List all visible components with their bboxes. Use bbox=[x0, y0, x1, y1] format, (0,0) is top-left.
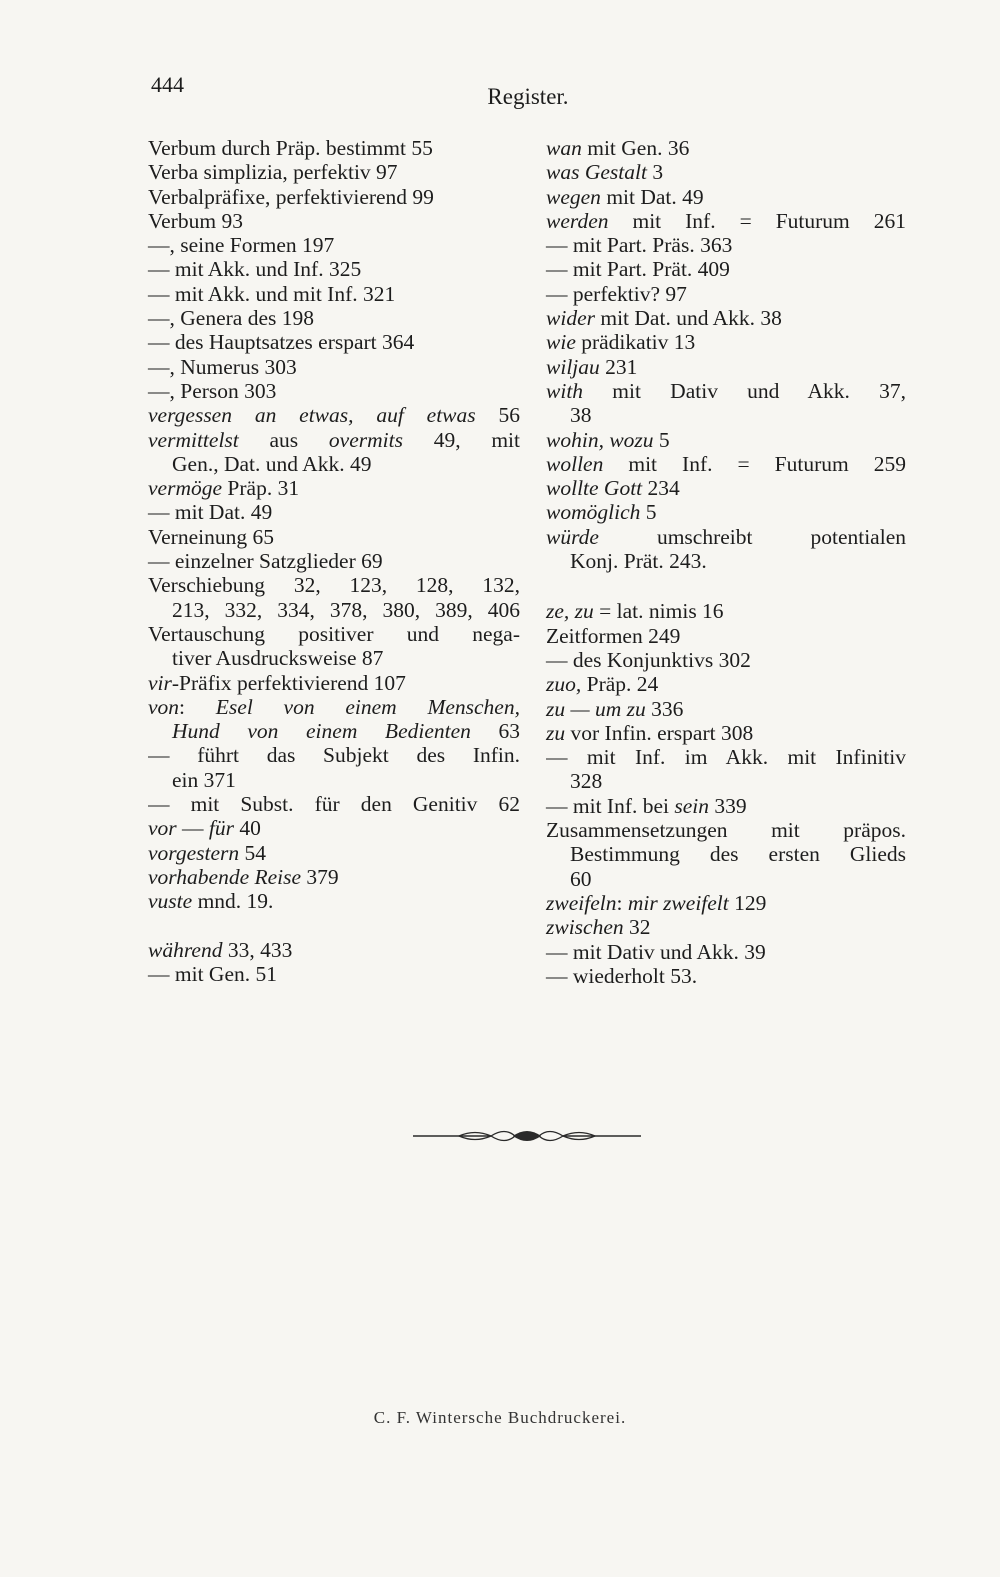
entry-spacer bbox=[148, 914, 520, 938]
index-text: —, Person 303 bbox=[148, 378, 277, 403]
index-term-italic: würde bbox=[546, 524, 599, 549]
index-entry bbox=[148, 816, 520, 840]
index-entry bbox=[546, 452, 906, 476]
index-text: 33, 433 bbox=[222, 937, 293, 962]
index-entry bbox=[546, 476, 906, 500]
index-entry bbox=[148, 403, 520, 427]
index-text: 328 bbox=[570, 769, 603, 794]
index-text: — mit Inf. bei bbox=[546, 793, 675, 818]
index-term-italic: wollte Gott bbox=[546, 476, 643, 501]
index-entry bbox=[546, 794, 906, 818]
index-term-italic: ze, zu bbox=[546, 599, 594, 624]
index-text: Verbalpräfixe, perfektivierend 99 bbox=[148, 184, 434, 209]
index-term-italic: vuste bbox=[148, 889, 193, 914]
index-text: mit Dativ und Akk. 37, bbox=[583, 378, 906, 403]
index-entry bbox=[546, 257, 906, 281]
index-column-right bbox=[546, 136, 906, 988]
index-text: —, Numerus 303 bbox=[148, 354, 297, 379]
index-text: — mit Akk. und mit Inf. 321 bbox=[148, 281, 396, 306]
index-term-italic: vor bbox=[148, 816, 177, 841]
index-entry bbox=[148, 525, 520, 549]
index-text: — des Hauptsatzes erspart 364 bbox=[148, 330, 415, 355]
index-text: vor Infin. erspart 308 bbox=[565, 720, 754, 745]
index-text: — wiederholt 53. bbox=[546, 963, 698, 988]
index-entry bbox=[148, 671, 520, 695]
index-entry bbox=[546, 282, 906, 306]
index-entry bbox=[546, 355, 906, 379]
index-term-italic: was Gestalt bbox=[546, 160, 647, 185]
index-entry bbox=[148, 257, 520, 281]
index-entry bbox=[546, 697, 906, 721]
index-term-italic: vir bbox=[148, 670, 172, 695]
index-text: 63 bbox=[470, 719, 520, 744]
index-term-italic: zuo, bbox=[546, 672, 582, 697]
index-text: 339 bbox=[709, 793, 747, 818]
index-entry bbox=[148, 549, 520, 573]
index-text: Zeitformen 249 bbox=[546, 623, 681, 648]
index-term-italic: wider bbox=[546, 306, 595, 331]
index-entry bbox=[148, 428, 520, 452]
index-entry bbox=[148, 962, 520, 986]
index-entry bbox=[148, 938, 520, 962]
index-text: Präp. 31 bbox=[222, 476, 300, 501]
index-text: 336 bbox=[645, 696, 684, 721]
index-entry-continuation bbox=[546, 403, 906, 427]
index-text: —, Genera des 198 bbox=[148, 306, 314, 331]
index-text: Verneinung 65 bbox=[148, 524, 274, 549]
index-column-left bbox=[148, 136, 520, 986]
index-text: mit Dat. und Akk. 38 bbox=[594, 306, 782, 331]
index-entry bbox=[148, 573, 520, 597]
index-entry-continuation bbox=[148, 768, 520, 792]
index-text: Verschiebung 32, 123, 128, 132, bbox=[148, 573, 520, 598]
index-term-italic: werden bbox=[546, 208, 609, 233]
index-entry bbox=[148, 185, 520, 209]
index-entry-continuation bbox=[148, 598, 520, 622]
index-term-italic: Esel von einem Menschen, bbox=[215, 694, 520, 719]
index-term-italic: wan bbox=[546, 136, 582, 160]
index-text: umschreibt potentialen bbox=[598, 524, 906, 549]
index-entry-continuation bbox=[546, 867, 906, 891]
index-text: — des Konjunktivs 302 bbox=[546, 647, 751, 672]
index-text: Verba simplizia, perfektiv 97 bbox=[148, 160, 398, 185]
index-entry bbox=[546, 330, 906, 354]
index-entry bbox=[148, 476, 520, 500]
index-text: — mit Part. Prät. 409 bbox=[546, 257, 730, 282]
index-entry bbox=[546, 672, 906, 696]
index-entry bbox=[148, 355, 520, 379]
index-text: : bbox=[616, 890, 628, 915]
index-term-italic: vorhabende Reise bbox=[148, 864, 302, 889]
index-entry-continuation bbox=[546, 842, 906, 866]
index-entry bbox=[546, 818, 906, 842]
index-entry bbox=[148, 841, 520, 865]
index-text: 5 bbox=[640, 500, 657, 525]
index-term-italic: zwischen bbox=[546, 915, 624, 940]
index-text: Verbum durch Präp. bestimmt 55 bbox=[148, 136, 433, 160]
index-entry bbox=[546, 428, 906, 452]
index-text: 40 bbox=[234, 816, 261, 841]
index-term-italic: vermöge bbox=[148, 476, 223, 501]
index-entry bbox=[546, 745, 906, 769]
index-text: prädikativ 13 bbox=[575, 330, 696, 355]
index-term-italic: wie bbox=[546, 330, 576, 355]
index-entry bbox=[148, 233, 520, 257]
index-entry bbox=[148, 695, 520, 719]
index-entry bbox=[546, 500, 906, 524]
index-text: = lat. nimis 16 bbox=[593, 599, 724, 624]
index-text: Konj. Prät. 243. bbox=[570, 549, 707, 574]
index-text: mit Dat. 49 bbox=[600, 184, 704, 209]
index-text: 5 bbox=[653, 427, 670, 452]
index-entry bbox=[546, 136, 906, 160]
index-text: 379 bbox=[301, 864, 339, 889]
ornamental-rule bbox=[413, 1118, 641, 1154]
index-text: — mit Akk. und Inf. 325 bbox=[148, 257, 362, 282]
index-term-italic: womöglich bbox=[546, 500, 641, 525]
index-entry bbox=[148, 306, 520, 330]
index-text: 38 bbox=[570, 403, 592, 428]
page-number: 444 bbox=[151, 72, 184, 97]
index-entry-continuation bbox=[546, 769, 906, 793]
index-term-italic: with bbox=[546, 378, 584, 403]
index-text: Gen., Dat. und Akk. 49 bbox=[172, 451, 372, 476]
index-text: Verbum 93 bbox=[148, 208, 243, 233]
index-term-italic: zu — um zu bbox=[546, 696, 646, 721]
index-entry bbox=[148, 500, 520, 524]
index-text: 54 bbox=[239, 840, 267, 865]
index-entry bbox=[546, 624, 906, 648]
index-entry bbox=[546, 891, 906, 915]
index-text: mit Gen. 36 bbox=[581, 136, 690, 160]
index-text: ein 371 bbox=[172, 767, 236, 792]
index-entry bbox=[148, 209, 520, 233]
index-term-italic: von bbox=[148, 694, 180, 719]
index-text: 56 bbox=[475, 403, 520, 428]
index-entry bbox=[148, 379, 520, 403]
running-title: Register. bbox=[487, 84, 569, 109]
index-text: 231 bbox=[599, 354, 638, 379]
index-text: — mit Subst. für den Genitiv 62 bbox=[148, 792, 520, 817]
index-entry bbox=[546, 915, 906, 939]
index-text: — einzelner Satzglieder 69 bbox=[148, 549, 383, 574]
index-term-italic: Hund von einem Bedienten bbox=[172, 719, 471, 744]
index-entry bbox=[546, 160, 906, 184]
index-term-italic: wegen bbox=[546, 184, 601, 209]
index-entry-continuation bbox=[148, 646, 520, 670]
index-text: 3 bbox=[646, 160, 664, 185]
index-text: 49, mit bbox=[402, 427, 520, 452]
index-term-italic: wohin, wozu bbox=[546, 427, 654, 452]
index-term-italic: vermittelst bbox=[148, 427, 239, 452]
index-text: — mit Dat. 49 bbox=[148, 500, 273, 525]
printer-imprint: C. F. Wintersche Buchdruckerei. bbox=[373, 1408, 627, 1427]
index-text: 234 bbox=[642, 476, 680, 501]
index-text: Bestimmung des ersten Glieds bbox=[570, 842, 906, 867]
index-entry-continuation bbox=[148, 452, 520, 476]
index-text: — perfektiv? 97 bbox=[546, 281, 687, 306]
index-entry bbox=[546, 964, 906, 988]
index-text: mit Inf. = Futurum 259 bbox=[603, 451, 906, 476]
index-entry bbox=[546, 185, 906, 209]
index-term-italic: wiljau bbox=[546, 354, 600, 379]
index-term-italic: zweifeln bbox=[546, 890, 617, 915]
index-text: 60 bbox=[570, 866, 592, 891]
index-text: -Präfix perfektivierend 107 bbox=[171, 670, 406, 695]
index-term-italic: wollen bbox=[546, 451, 604, 476]
index-term-italic: mir zweifelt bbox=[627, 890, 729, 915]
index-entry bbox=[546, 233, 906, 257]
index-entry bbox=[148, 282, 520, 306]
index-term-italic: vorgestern bbox=[148, 840, 240, 865]
index-entry bbox=[148, 792, 520, 816]
index-text: mit Inf. = Futurum 261 bbox=[608, 208, 906, 233]
index-text: : bbox=[179, 694, 216, 719]
index-text: —, seine Formen 197 bbox=[148, 233, 335, 258]
index-text: — bbox=[176, 816, 209, 841]
index-entry bbox=[546, 721, 906, 745]
index-entry bbox=[148, 160, 520, 184]
index-entry bbox=[148, 136, 520, 160]
index-entry-continuation bbox=[546, 549, 906, 573]
index-text: 129 bbox=[728, 890, 767, 915]
index-entry bbox=[546, 379, 906, 403]
index-text: Präp. 24 bbox=[581, 672, 659, 697]
entry-spacer bbox=[546, 573, 906, 599]
index-text: 32 bbox=[623, 915, 651, 940]
index-entry bbox=[546, 940, 906, 964]
index-entry bbox=[546, 648, 906, 672]
index-term-italic: vergessen an etwas, auf etwas bbox=[148, 403, 476, 428]
index-text: — führt das Subjekt des Infin. bbox=[148, 743, 520, 768]
index-text: — mit Dativ und Akk. 39 bbox=[546, 939, 766, 964]
index-text: — mit Gen. 51 bbox=[148, 962, 277, 987]
index-entry bbox=[148, 865, 520, 889]
index-text: tiver Ausdrucksweise 87 bbox=[172, 646, 384, 671]
index-text: Zusammensetzungen mit präpos. bbox=[546, 818, 906, 843]
index-text: mnd. 19. bbox=[192, 889, 274, 914]
index-entry bbox=[546, 209, 906, 233]
index-text: 213, 332, 334, 378, 380, 389, 406 bbox=[172, 597, 520, 622]
index-term-italic: zu bbox=[546, 720, 566, 745]
index-term-italic: overmits bbox=[328, 427, 403, 452]
index-entry bbox=[148, 622, 520, 646]
index-term-italic: sein bbox=[674, 793, 710, 818]
index-text: — mit Inf. im Akk. mit Infinitiv bbox=[546, 745, 906, 770]
index-entry bbox=[148, 889, 520, 913]
index-entry bbox=[546, 306, 906, 330]
index-entry bbox=[148, 743, 520, 767]
index-text: — mit Part. Präs. 363 bbox=[546, 233, 733, 258]
index-entry bbox=[148, 330, 520, 354]
index-entry bbox=[546, 599, 906, 623]
index-text: Vertauschung positiver und nega- bbox=[148, 621, 520, 646]
index-text: aus bbox=[238, 427, 329, 452]
index-entry bbox=[546, 525, 906, 549]
index-entry-continuation bbox=[148, 719, 520, 743]
index-term-italic: während bbox=[148, 937, 223, 962]
index-term-italic: für bbox=[208, 816, 235, 841]
